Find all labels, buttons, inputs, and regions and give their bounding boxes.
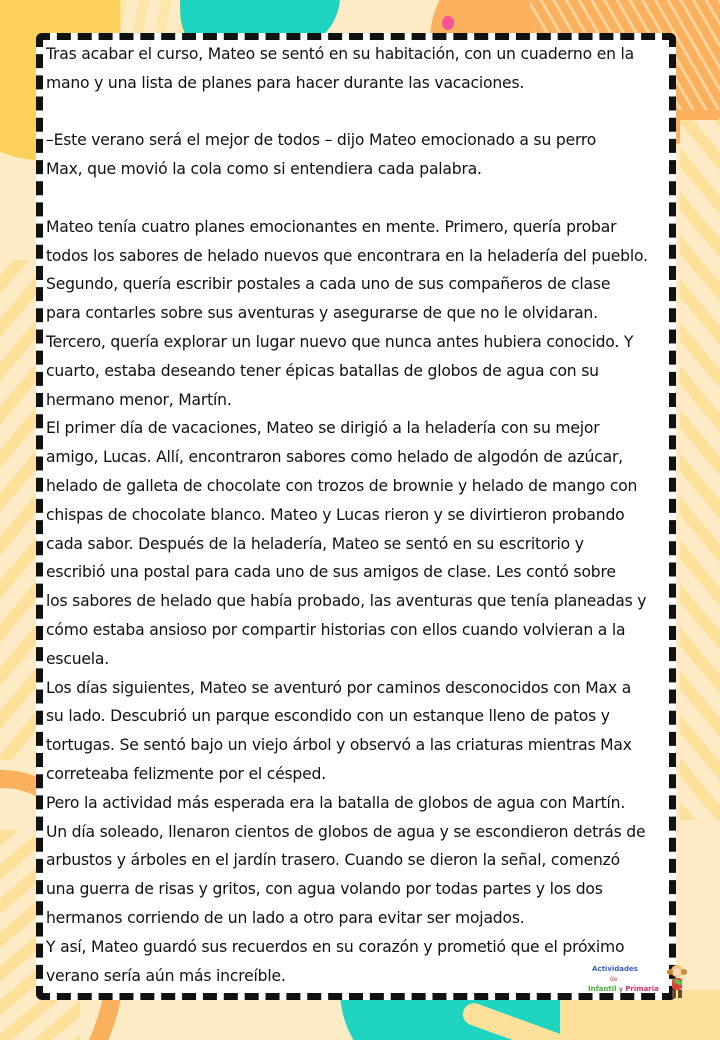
text-line: cuarto, estaba deseando tener épicas batallas de globos de agua con su (46, 361, 599, 380)
text-line: Max, que movió la cola como si entendiera cada palabra. (46, 160, 482, 179)
text-line: Un día soleado, llenaron cientos de globos de agua y se escondieron detrás de (46, 822, 646, 841)
text-line: correteaba felizmente por el césped. (46, 764, 326, 783)
logo-text-line3 (588, 985, 659, 993)
paragraph-2 (46, 126, 676, 184)
logo-word-infantil: Infantil (588, 985, 617, 993)
logo-text-line2: de (610, 976, 618, 983)
text-line: Segundo, quería escribir postales a cada uno de sus compañeros de clase (46, 275, 611, 294)
logo-word-primaria: Primaria (625, 985, 659, 993)
text-line: Y así, Mateo guardó sus recuerdos en su corazón y prometió que el próximo (46, 937, 625, 956)
text-line: los sabores de helado que había probado, las aventuras que tenía planeadas y (46, 592, 647, 611)
text-line: Mateo tenía cuatro planes emocionantes en mente. Primero, quería probar (46, 217, 617, 236)
text-line: Tercero, quería explorar un lugar nuevo que nunca antes hubiera conocido. Y (46, 332, 634, 351)
paragraph-7 (46, 933, 676, 991)
paragraph-6 (46, 789, 676, 933)
text-line: arbustos y árboles en el jardín trasero. Cuando se dieron la señal, comenzó (46, 851, 620, 870)
text-line: amigo, Lucas. Allí, encontraron sabores como helado de algodón de azúcar, (46, 448, 623, 467)
text-line: helado de galleta de chocolate con trozos de brownie y helado de mango con (46, 476, 638, 495)
text-line: Tras acabar el curso, Mateo se sentó en su habitación, con un cuaderno en la (46, 45, 635, 63)
text-line: cada sabor. Después de la heladería, Mateo se sentó en su escritorio y (46, 534, 584, 553)
text-line: Pero la actividad más esperada era la batalla de globos de agua con Martín. (46, 793, 626, 812)
paragraph-4 (46, 414, 676, 673)
story-text (46, 40, 676, 990)
text-line: para contarles sobre sus aventuras y asegurarse de que no le olvidaran. (46, 304, 598, 323)
logo-text-line1: Actividades (592, 965, 638, 973)
text-line: cómo estaba ansioso por compartir historias con ellos cuando volvieran a la (46, 620, 626, 639)
text-line: tortugas. Se sentó bajo un viejo árbol y observó a las criaturas mientras Max (46, 736, 632, 755)
text-line: mano y una lista de planes para hacer durante las vacaciones. (46, 73, 525, 92)
text-line: El primer día de vacaciones, Mateo se dirigió a la heladería con su mejor (46, 419, 600, 438)
pink-dot-icon (442, 16, 454, 30)
text-line: escuela. (46, 649, 110, 668)
text-line: su lado. Descubrió un parque escondido con un estanque lleno de patos y (46, 707, 610, 726)
text-line: chispas de chocolate blanco. Mateo y Lucas rieron y se divirtieron probando (46, 505, 625, 524)
paragraph-3 (46, 213, 676, 415)
text-line: escribió una postal para cada uno de sus amigos de clase. Les contó sobre (46, 563, 616, 582)
text-line: Los días siguientes, Mateo se aventuró por caminos desconocidos con Max a (46, 678, 632, 697)
text-line: todos los sabores de helado nuevos que encontrara en la heladería del pueblo. (46, 246, 648, 265)
paragraph-5 (46, 674, 676, 789)
text-line: hermanos corriendo de un lado a otro para evitar ser mojados. (46, 908, 525, 927)
text-line: verano sería aún más increíble. (46, 966, 286, 985)
publisher-logo (588, 963, 702, 1001)
paragraph-1 (46, 40, 676, 98)
yellow-stripes-shape (680, 120, 720, 820)
text-line: –Este verano será el mejor de todos – dijo Mateo emocionado a su perro (46, 131, 597, 150)
text-line: una guerra de risas y gritos, con agua volando por todas partes y los dos (46, 880, 603, 899)
child-mascot-icon (666, 963, 688, 999)
logo-word-y: y (618, 986, 623, 993)
text-line: hermano menor, Martín. (46, 390, 232, 409)
